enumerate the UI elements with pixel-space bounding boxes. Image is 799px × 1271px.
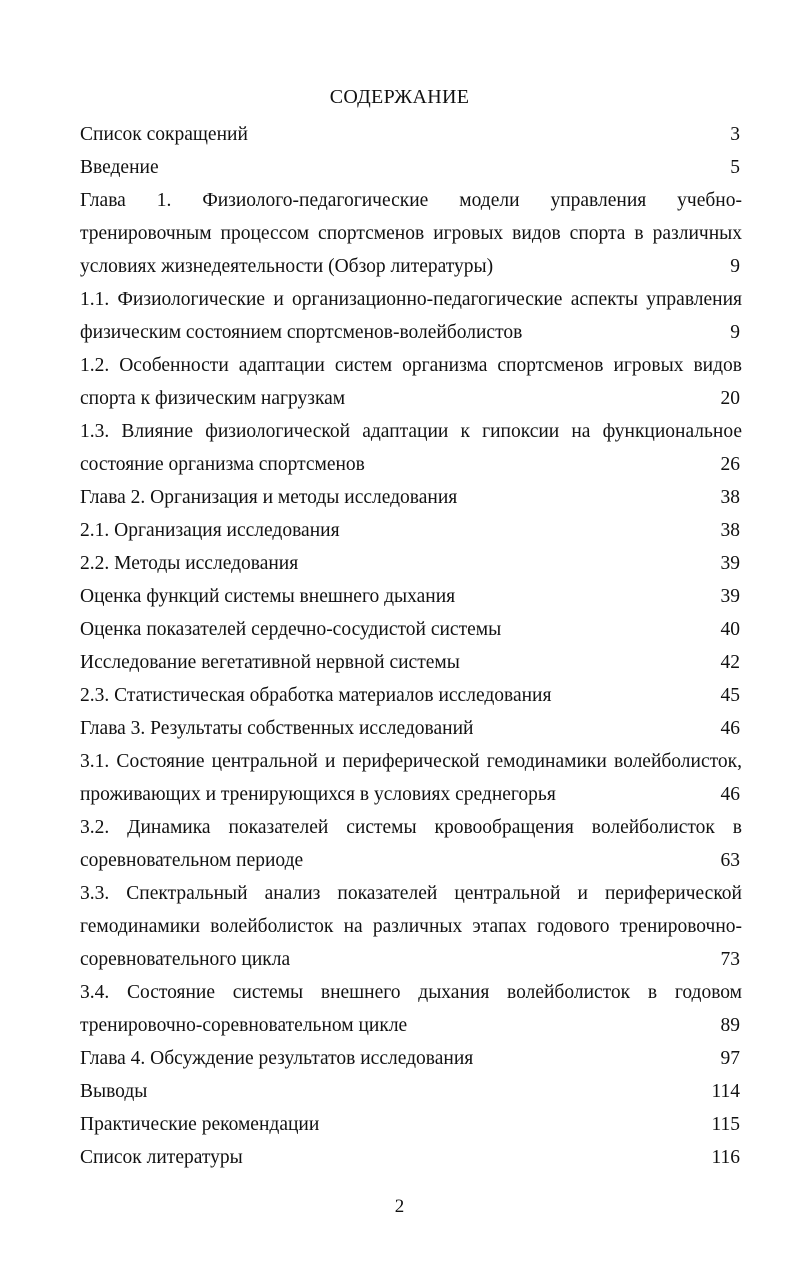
toc-entry: [80, 118, 742, 151]
toc-entry-last-line: [80, 580, 742, 613]
toc-entry-title: 2.1. Организация исследования: [80, 520, 340, 541]
toc-entry-title: проживающих и тренирующихся в условиях среднегорья: [80, 784, 556, 805]
page-number: 2: [394, 1196, 405, 1217]
toc-entry-page: 116: [711, 1147, 740, 1168]
toc-entry: [80, 877, 742, 976]
toc-entry: [80, 679, 742, 712]
toc-entry: [80, 646, 742, 679]
toc-entry-last-line: [80, 613, 742, 646]
toc-entry-last-line: [80, 118, 742, 151]
toc-entry-title: Исследование вегетативной нервной системы: [80, 652, 460, 673]
toc-entry-page: 73: [720, 949, 740, 970]
toc-entry-page: 20: [720, 388, 740, 409]
toc-entry-title: тренировочно-соревновательном цикле: [80, 1015, 408, 1036]
toc-entry-page: 46: [720, 784, 740, 805]
toc-entry-page: 39: [720, 553, 740, 574]
toc-entry-title: Глава 3. Результаты собственных исследований: [80, 718, 474, 739]
toc-entry: [80, 1075, 742, 1108]
toc-entry-title: соревновательного цикла: [80, 949, 291, 970]
toc-entry-last-line: [80, 1075, 742, 1108]
toc-entry-last-line: [80, 1141, 742, 1174]
toc-entry-page: 46: [720, 718, 740, 739]
toc-entry: [80, 712, 742, 745]
toc-entry-title: спорта к физическим нагрузкам: [80, 388, 346, 409]
toc-entry-title: соревновательном периоде: [80, 850, 304, 871]
toc-entry-page: 5: [730, 157, 740, 178]
toc-entry: [80, 1042, 742, 1075]
toc-entry-title: физическим состоянием спортсменов-волейболистов: [80, 322, 523, 343]
toc-entry-page: 9: [730, 256, 740, 277]
toc-entry: [80, 481, 742, 514]
toc-entry: [80, 349, 742, 415]
toc-entry-last-line: [80, 382, 742, 415]
toc-entry-page: 9: [730, 322, 740, 343]
toc-entry-line: 3.4. Состояние системы внешнего дыхания волейболисток в годовом: [80, 982, 742, 1003]
toc-entry-last-line: [80, 1108, 742, 1141]
toc-entry: [80, 580, 742, 613]
page-title: СОДЕРЖАНИЕ: [329, 86, 470, 108]
toc-entry-last-line: [80, 712, 742, 745]
toc-entry-line: тренировочным процессом спортсменов игровых видов спорта в различных: [80, 223, 742, 244]
toc-entry: [80, 415, 742, 481]
toc-entry: [80, 151, 742, 184]
toc-entry: [80, 514, 742, 547]
toc-entry-title: Оценка функций системы внешнего дыхания: [80, 586, 456, 607]
toc-entry: [80, 745, 742, 811]
toc-entry: [80, 184, 742, 283]
toc-entry-title: Выводы: [80, 1081, 148, 1102]
toc-entry-last-line: [80, 250, 742, 283]
toc-entry: [80, 1141, 742, 1174]
toc-entry-page: 115: [711, 1114, 740, 1135]
toc-entry-line: 1.2. Особенности адаптации систем организма спортсменов игровых видов: [80, 355, 742, 376]
toc-entry: [80, 976, 742, 1042]
toc-entry-title: состояние организма спортсменов: [80, 454, 365, 475]
toc-entry-page: 3: [730, 124, 740, 145]
toc-entry-page: 114: [711, 1081, 740, 1102]
toc-entry-last-line: [80, 448, 742, 481]
toc-entry-title: условиях жизнедеятельности (Обзор литературы): [80, 256, 494, 277]
toc-entry-page: 40: [720, 619, 740, 640]
toc-entry-line: 1.1. Физиологические и организационно-педагогические аспекты управления: [80, 289, 742, 310]
toc-entry-line: 3.3. Спектральный анализ показателей центральной и периферической: [80, 883, 742, 904]
toc-entry-last-line: [80, 316, 742, 349]
toc-entry-line: Глава 1. Физиолого-педагогические модели управления учебно-: [80, 190, 742, 211]
toc-entry-last-line: [80, 646, 742, 679]
toc-entry-last-line: [80, 943, 742, 976]
toc-entry-line: гемодинамики волейболисток на различных этапах годового тренировочно-: [80, 916, 742, 937]
toc-entry-last-line: [80, 1009, 742, 1042]
toc-entry-title: Глава 4. Обсуждение результатов исследования: [80, 1048, 474, 1069]
toc-entry-last-line: [80, 778, 742, 811]
toc-entry-last-line: [80, 481, 742, 514]
toc-entry-title: Список литературы: [80, 1147, 243, 1168]
toc-entry-page: 38: [720, 520, 740, 541]
toc-entry-line: 1.3. Влияние физиологической адаптации к гипоксии на функциональное: [80, 421, 742, 442]
toc-entry-title: 2.3. Статистическая обработка материалов исследования: [80, 685, 552, 706]
toc-entry-title: Глава 2. Организация и методы исследования: [80, 487, 458, 508]
toc-entry: [80, 1108, 742, 1141]
toc-entry-page: 97: [720, 1048, 740, 1069]
toc-entry-page: 38: [720, 487, 740, 508]
toc-entry-page: 45: [720, 685, 740, 706]
toc-entry: [80, 811, 742, 877]
toc-entry-line: 3.2. Динамика показателей системы кровообращения волейболисток в: [80, 817, 742, 838]
toc-entry-last-line: [80, 679, 742, 712]
toc-entry-title: Оценка показателей сердечно-сосудистой системы: [80, 619, 502, 640]
toc-entry-page: 89: [720, 1015, 740, 1036]
table-of-contents: [80, 118, 742, 1174]
toc-entry-title: Список сокращений: [80, 124, 248, 145]
toc-entry-last-line: [80, 1042, 742, 1075]
toc-entry-title: Введение: [80, 157, 159, 178]
toc-entry-last-line: [80, 514, 742, 547]
toc-entry-title: Практические рекомендации: [80, 1114, 320, 1135]
toc-entry-page: 63: [720, 850, 740, 871]
toc-entry-last-line: [80, 151, 742, 184]
toc-entry-page: 42: [720, 652, 740, 673]
toc-entry: [80, 613, 742, 646]
toc-entry-page: 39: [720, 586, 740, 607]
toc-entry: [80, 547, 742, 580]
toc-entry: [80, 283, 742, 349]
toc-entry-last-line: [80, 844, 742, 877]
toc-entry-title: 2.2. Методы исследования: [80, 553, 299, 574]
toc-entry-line: 3.1. Состояние центральной и периферической гемодинамики волейболисток,: [80, 751, 742, 772]
toc-entry-page: 26: [720, 454, 740, 475]
toc-entry-last-line: [80, 547, 742, 580]
